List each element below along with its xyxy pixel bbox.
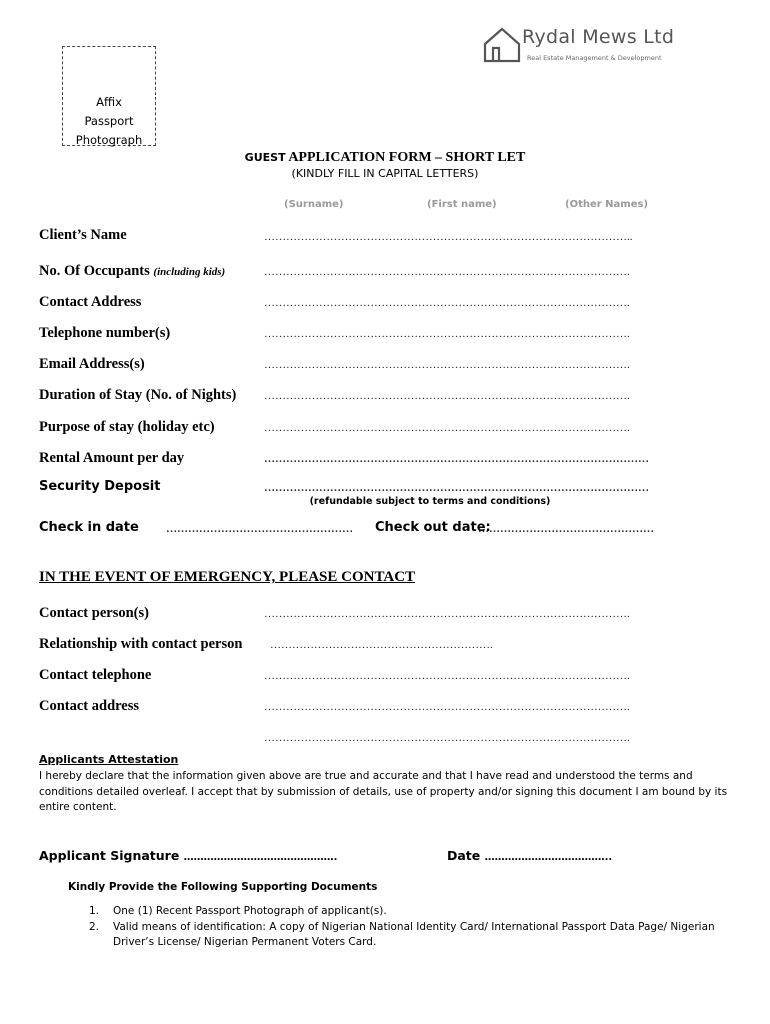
house-outline-icon xyxy=(482,24,522,64)
relationship-label: Relationship with contact person xyxy=(39,636,243,652)
photo-box-line: Passport xyxy=(84,114,134,128)
first-name-hint: (First name) xyxy=(427,199,497,210)
check-out-field[interactable]: ………………………………………… xyxy=(478,523,654,535)
contact-address-emergency-field[interactable]: ………………………………………………………………………………………. xyxy=(264,701,630,713)
client-name-field[interactable]: ……………………………………………………………………………………….. xyxy=(264,231,633,243)
date-field[interactable]: ……………………………….. xyxy=(484,852,613,863)
date-row xyxy=(447,848,612,863)
contact-telephone-field[interactable]: ………………………………………………………………………………………. xyxy=(264,670,630,682)
occupants-label-text: No. Of Occupants xyxy=(39,263,150,279)
contact-person-field[interactable]: ………………………………………………………………………………………. xyxy=(264,608,630,620)
form-subtitle: (KINDLY FILL IN CAPITAL LETTERS) xyxy=(291,167,479,180)
occupants-label xyxy=(39,263,225,280)
attestation-text: I hereby declare that the information given above are true and accurate and that I have read and understood the terms and conditions detailed overleaf. I accept that by submission of details, use of property and/or signing this document I am bound by its entire content. xyxy=(39,770,728,813)
email-field[interactable]: ………………………………………………………………………………………. xyxy=(264,359,630,371)
list-item xyxy=(89,920,739,950)
occupants-note: (including kids) xyxy=(153,266,226,278)
telephone-label: Telephone number(s) xyxy=(39,325,171,341)
list-item xyxy=(89,904,739,919)
photo-box-line: Affix xyxy=(96,95,122,109)
title-prefix: GUEST xyxy=(244,151,286,164)
signature-row xyxy=(39,848,337,863)
check-in-label: Check in date xyxy=(39,520,139,535)
contact-address-emergency-label: Contact address xyxy=(39,698,140,714)
contact-address-field[interactable]: ………………………………………………………………………………………. xyxy=(264,297,630,309)
signature-field[interactable]: ………………………………………. xyxy=(183,852,338,863)
occupants-field[interactable]: ………………………………………………………………………………………. xyxy=(264,266,630,278)
company-tagline: Real Estate Management & Development xyxy=(527,54,662,62)
list-item-number: 2. xyxy=(89,921,100,933)
documents-list xyxy=(89,904,739,950)
rental-label: Rental Amount per day xyxy=(39,450,185,466)
emergency-heading: IN THE EVENT OF EMERGENCY, PLEASE CONTACT xyxy=(39,569,416,585)
deposit-label: Security Deposit xyxy=(39,479,161,494)
contact-person-label: Contact person(s) xyxy=(39,605,149,621)
duration-field[interactable]: ………………………………………………………………………………………. xyxy=(264,390,630,402)
purpose-label: Purpose of stay (holiday etc) xyxy=(39,419,215,435)
list-item-number: 1. xyxy=(89,905,100,917)
passport-photo-box xyxy=(62,46,156,146)
duration-label: Duration of Stay (No. of Nights) xyxy=(39,387,237,403)
client-name-label: Client’s Name xyxy=(39,227,127,243)
documents-heading: Kindly Provide the Following Supporting Documents xyxy=(68,881,378,893)
signature-label: Applicant Signature xyxy=(39,848,180,863)
list-item-text: Valid means of identification: A copy of Nigerian National Identity Card/ International Passport Data Page/ Nigerian Driver’s License/ Nigerian Permanent Voters Card. xyxy=(113,921,715,948)
contact-address-label: Contact Address xyxy=(39,294,142,310)
check-out-label: Check out date: xyxy=(375,520,491,535)
relationship-field[interactable]: ……………………………………………………. xyxy=(270,639,493,651)
email-label: Email Address(s) xyxy=(39,356,145,372)
attestation-heading: Applicants Attestation xyxy=(39,753,179,766)
form-title xyxy=(0,150,770,166)
deposit-field[interactable]: …………………………………………………………………………………………… xyxy=(264,482,649,494)
other-names-hint: (Other Names) xyxy=(565,199,649,210)
date-label: Date xyxy=(447,848,481,863)
rental-field[interactable]: …………………………………………………………………………………………… xyxy=(264,453,649,465)
purpose-field[interactable]: ………………………………………………………………………………………. xyxy=(264,422,630,434)
list-item-text: One (1) Recent Passport Photograph of applicant(s). xyxy=(113,905,387,917)
check-in-field[interactable]: …………………………………………… xyxy=(166,523,353,535)
contact-address-emergency-field-line2[interactable]: ………………………………………………………………………………………. xyxy=(264,732,630,744)
contact-telephone-label: Contact telephone xyxy=(39,667,152,683)
deposit-note: (refundable subject to terms and conditions) xyxy=(309,496,551,507)
title-rest: APPLICATION FORM – SHORT LET xyxy=(288,150,526,165)
company-name: Rydal Mews Ltd xyxy=(522,26,675,48)
photo-box-line: Photograph xyxy=(75,133,143,147)
telephone-field[interactable]: ………………………………………………………………………………………. xyxy=(264,328,630,340)
surname-hint: (Surname) xyxy=(284,199,344,210)
